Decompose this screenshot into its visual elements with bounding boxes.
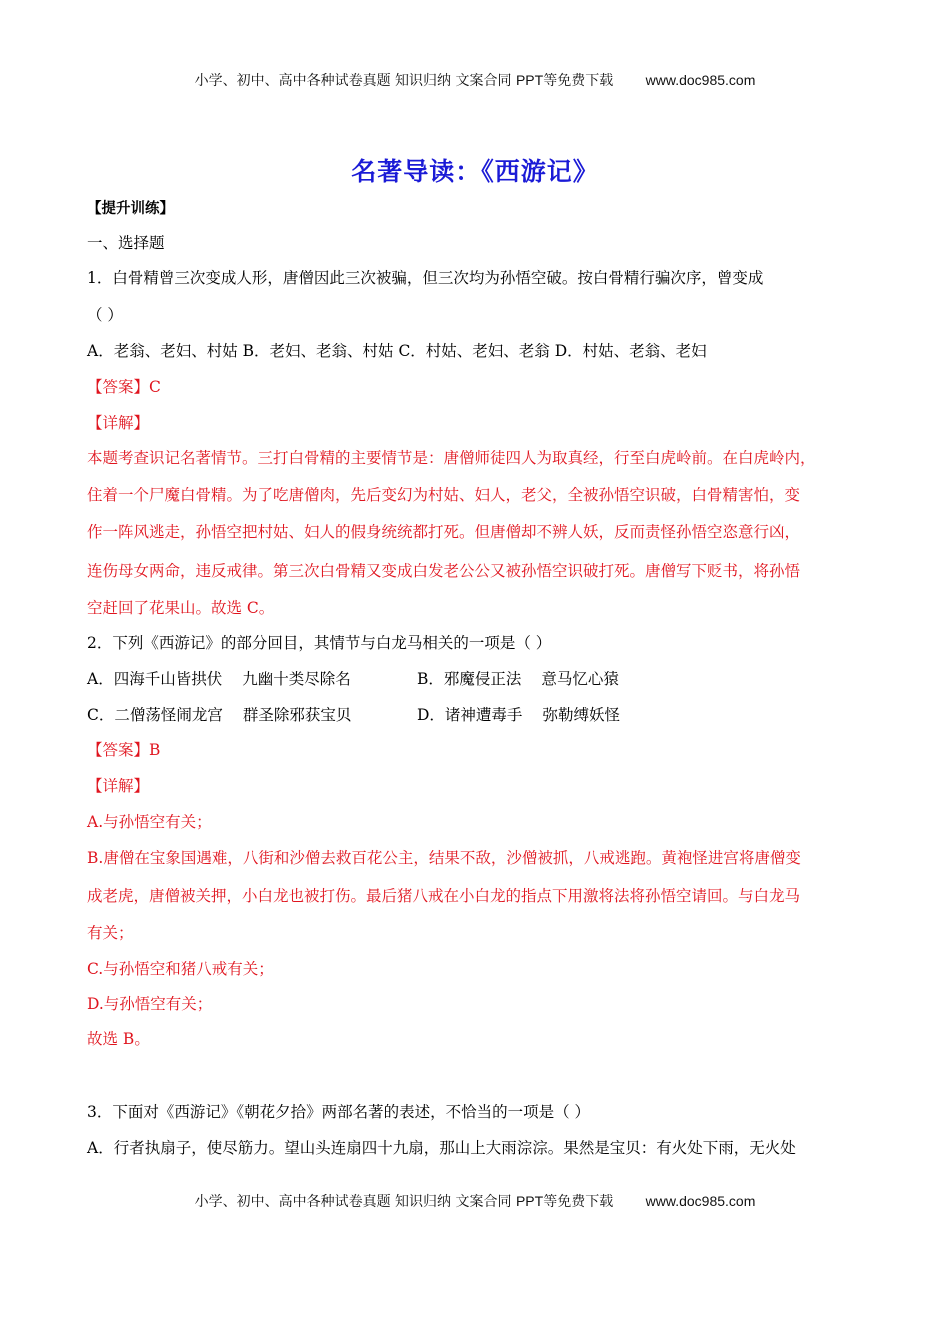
q2-detail-label: 【详解】 — [87, 777, 150, 795]
q1-stem-bracket: （ ） — [87, 306, 123, 324]
q2-options-row-2 — [87, 705, 620, 725]
q1-stem: 1．白骨精曾三次变成人形，唐僧因此三次被骗，但三次均为孙悟空破。按白骨精行骗次序，曾变成 — [87, 269, 764, 287]
q2-option-d: D．诸神遭毒手 弥勒缚妖怪 — [417, 706, 620, 724]
q1-explanation-line: 本题考查识记名著情节。三打白骨精的主要情节是：唐僧师徒四人为取真经，行至白虎岭前。在白虎岭内， — [87, 449, 816, 467]
q1-detail-label: 【详解】 — [87, 414, 150, 432]
page-footer — [0, 1191, 950, 1211]
q2-explanation-line: 故选 B。 — [87, 1030, 150, 1048]
answer-label: 【答案】 — [87, 741, 150, 759]
q2-explanation-line: A.与孙悟空有关； — [87, 813, 212, 831]
q2-stem: 2．下列《西游记》的部分回目，其情节与白龙马相关的一项是（ ） — [87, 634, 552, 652]
answer-label: 【答案】 — [87, 378, 150, 396]
q1-explanation-line: 空赶回了花果山。故选 C。 — [87, 599, 275, 617]
footer-text: 小学、初中、高中各种试卷真题 知识归纳 文案合同 — [194, 1194, 512, 1210]
q1-options: A．老翁、老妇、村姑 B．老妇、老翁、村姑 C．村姑、老妇、老翁 D．村姑、老翁、老妇 — [87, 342, 707, 360]
q2-explanation-line: D.与孙悟空有关； — [87, 995, 213, 1013]
q1-answer — [87, 377, 161, 397]
header-text: 小学、初中、高中各种试卷真题 知识归纳 文案合同 — [194, 73, 512, 89]
q2-explanation-line: B.唐僧在宝象国遇难，八街和沙僧去救百花公主，结果不敌，沙僧被抓，八戒逃跑。黄袍怪进宫将唐僧变 — [87, 849, 801, 867]
q1-explanation-line: 连伤母女两命，违反戒律。第三次白骨精又变成白发老公公又被孙悟空识破打死。唐僧写下贬书，将孙悟 — [87, 562, 801, 580]
footer-url: www.doc985.com — [645, 1193, 756, 1209]
header-url: www.doc985.com — [645, 72, 756, 88]
q2-explanation-line: 有关； — [87, 924, 134, 942]
answer-value: C — [149, 378, 161, 396]
footer-text2: 等免费下载 — [543, 1194, 614, 1210]
q3-option-a: A．行者执扇子，使尽筋力。望山头连扇四十九扇，那山上大雨淙淙。果然是宝贝：有火处下雨，无火处 — [87, 1139, 796, 1157]
footer-ppt: PPT — [515, 1193, 544, 1209]
q2-options-row-1 — [87, 669, 619, 689]
q2-answer — [87, 740, 160, 760]
header-ppt: PPT — [515, 72, 544, 88]
q2-option-b: B．邪魔侵正法 意马忆心猿 — [417, 670, 619, 688]
q2-explanation-line: 成老虎，唐僧被关押，小白龙也被打伤。最后猪八戒在小白龙的指点下用激将法将孙悟空请回。与白龙马 — [87, 887, 801, 905]
q2-option-a: A．四海千山皆拱伏 九幽十类尽除名 — [87, 670, 351, 688]
answer-value: B — [149, 741, 161, 759]
q3-stem: 3．下面对《西游记》《朝花夕拾》两部名著的表述，不恰当的一项是（ ） — [87, 1103, 591, 1121]
header-text2: 等免费下载 — [543, 73, 614, 89]
q2-option-c: C．二僧荡怪闹龙宫 群圣除邪获宝贝 — [87, 706, 352, 724]
page-title: 名著导读：《西游记》 — [351, 157, 599, 186]
q2-explanation-line: C.与孙悟空和猪八戒有关； — [87, 960, 274, 978]
page-header — [0, 70, 950, 90]
section-label: 【提升训练】 — [87, 201, 174, 217]
q1-explanation-line: 住着一个尸魔白骨精。为了吃唐僧肉，先后变幻为村姑、妇人，老父，全被孙悟空识破，白骨精害怕，变 — [87, 486, 801, 504]
q1-explanation-line: 作一阵风逃走，孙悟空把村姑、妇人的假身统统都打死。但唐僧却不辨人妖，反而责怪孙悟空恣意行凶， — [87, 523, 801, 541]
section-heading: 一、选择题 — [87, 234, 165, 252]
